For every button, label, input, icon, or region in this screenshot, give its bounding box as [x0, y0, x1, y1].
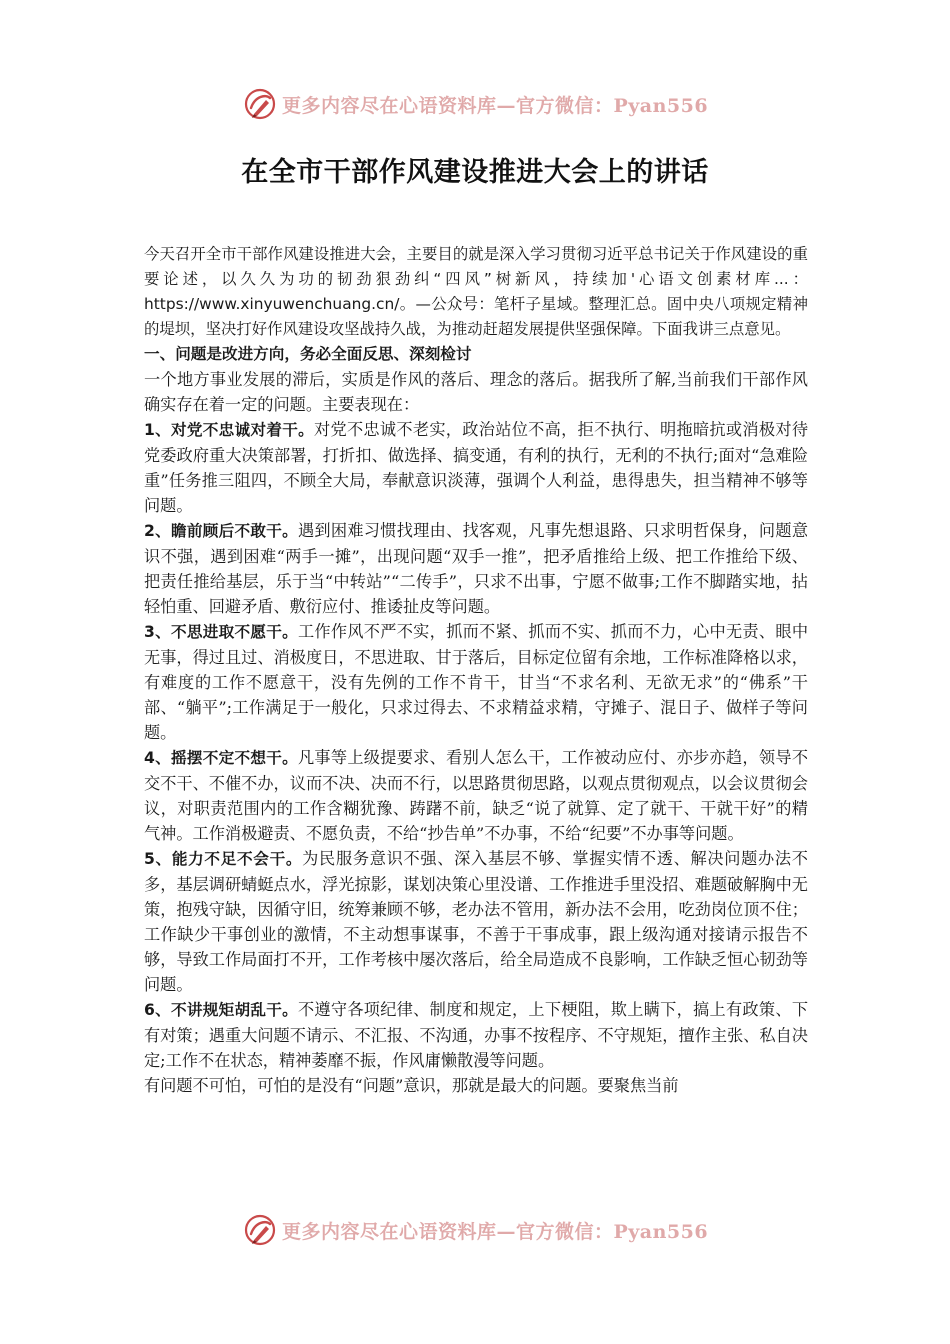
list-item [144, 518, 808, 619]
item-text: 不遵守各项纪律、制度和规定，上下梗阻，欺上瞒下，搞上有政策、下有对策；遇重大问题不请示、不汇报、不沟通，办事不按程序、不守规矩，擅作主张、私自决定;工作不在状态，精神萎靡不振，作风庸懒散漫等问题。 [144, 1000, 809, 1070]
section-heading: 一、问题是改进方向，务必全面反思、深刻检讨 [144, 345, 472, 363]
pen-logo-icon [242, 86, 278, 122]
item-title: 5、能力不足不会干。 [144, 850, 303, 868]
watermark-text: 更多内容尽在心语资料库—官方微信：Pyan556 [281, 94, 709, 117]
item-text: 为民服务意识不强、深入基层不够、掌握实情不透、解决问题办法不多，基层调研蜻蜓点水，浮光掠影，谋划决策心里没谱、工作推进手里没招、难题破解胸中无策，抱残守缺，因循守旧，统筹兼顾不够，老办法不管用，新办法不会用，吃劲岗位顶不住；工作缺少干事创业的激情，不主动想事谋事，不善于干事成事，跟上级沟通对接请示报告不够，导致工作局面打不开，工作考核中屡次落后，给全局造成不良影响，工作缺乏恒心韧劲等问题。 [144, 849, 808, 994]
item-title: 2、瞻前顾后不敢干。 [144, 522, 298, 540]
closing-paragraph: 有问题不可怕，可怕的是没有“问题”意识，那就是最大的问题。要聚焦当前 [144, 1076, 679, 1095]
section-lead-paragraph: 一个地方事业发展的滞后，实质是作风的落后、理念的落后。据我所了解,当前我们干部作风确实存在着一定的问题。主要表现在： [144, 370, 808, 414]
document-body [144, 242, 808, 1098]
item-text: 遇到困难习惯找理由、找客观，凡事先想退路、只求明哲保身，问题意识不强，遇到困难“两手一摊”，出现问题“双手一推”，把矛盾推给上级、把工作推给下级、把责任推给基层，乐于当“中转站”“二传手”，只求不出事，宁愿不做事;工作不脚踏实地，拈轻怕重、回避矛盾、敷衍应付、推诿扯皮等问题。 [144, 521, 809, 616]
list-item [144, 997, 808, 1073]
list-item [144, 846, 808, 997]
list-item [144, 745, 808, 846]
intro-paragraph: 今天召开全市干部作风建设推进大会，主要目的就是深入学习贯彻习近平总书记关于作风建设的重要论述，以久久为功的韧劲狠劲纠“四风”树新风，持续加'心语文创素材库...：https://www.xinyuwenchuang.cn/。—公众号：笔杆子星域。整理汇总。固中央八项规定精神的堤坝，坚决打好作风建设攻坚战持久战，为推动赶超发展提供坚强保障。下面我讲三点意见。 [144, 245, 808, 338]
item-title: 6、不讲规矩胡乱干。 [144, 1001, 298, 1019]
pen-logo-icon [242, 1212, 278, 1248]
document-title: 在全市干部作风建设推进大会上的讲话 [241, 157, 709, 188]
watermark-banner-bottom [0, 1208, 950, 1252]
item-title: 4、摇摆不定不想干。 [144, 749, 298, 767]
item-title: 1、对党不忠诚对着干。 [144, 421, 314, 439]
item-title: 3、不思进取不愿干。 [144, 623, 298, 641]
list-item [144, 619, 808, 745]
list-item [144, 417, 808, 518]
item-text: 对党不忠诚不老实，政治站位不高，拒不执行、明拖暗抗或消极对待党委政府重大决策部署，打折扣、做选择、搞变通，有利的执行，无利的不执行;面对“急难险重”任务推三阻四，不顾全大局，奉献意识淡薄，强调个人利益，患得患失，担当精神不够等问题。 [144, 420, 809, 515]
watermark-text: 更多内容尽在心语资料库—官方微信：Pyan556 [281, 1220, 709, 1243]
item-text: 凡事等上级提要求、看别人怎么干，工作被动应付、亦步亦趋，领导不交不干、不催不办，议而不决、决而不行，以思路贯彻思路，以观点贯彻观点，以会议贯彻会议，对职责范围内的工作含糊犹豫、踌躇不前，缺乏“说了就算、定了就干、干就干好”的精气神。工作消极避责、不愿负责，不给“抄告单”不办事，不给“纪要”不办事等问题。 [144, 748, 809, 843]
watermark-banner-top [0, 82, 950, 126]
item-text: 工作作风不严不实，抓而不紧、抓而不实、抓而不力，心中无责、眼中无事，得过且过、消极度日，不思进取、甘于落后，目标定位留有余地，工作标准降格以求，有难度的工作不愿意干，没有先例的工作不肯干，甘当“不求名利、无欲无求”的“佛系”干部、“躺平”;工作满足于一般化，只求过得去、不求精益求精，守摊子、混日子、做样子等问题。 [144, 622, 809, 742]
